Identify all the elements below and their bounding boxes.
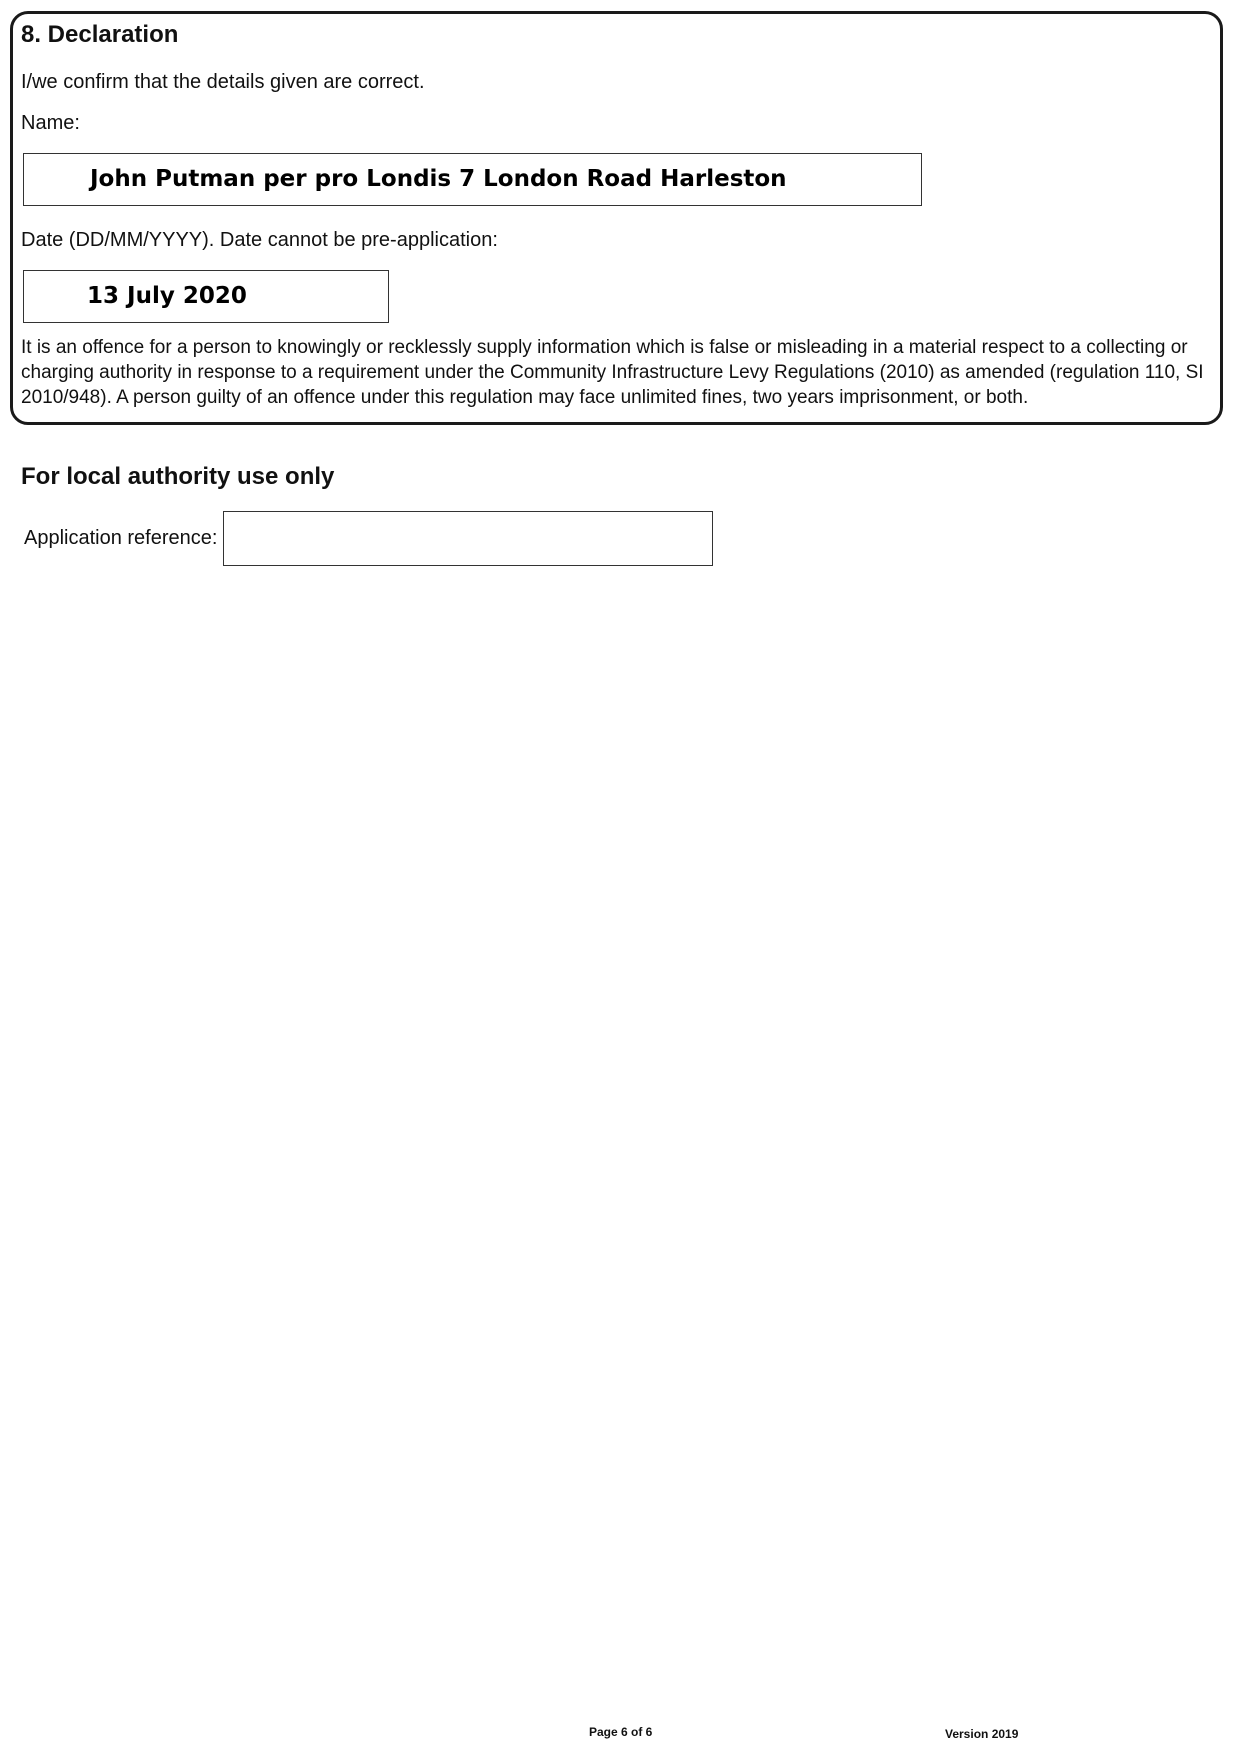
name-label: Name: bbox=[21, 112, 80, 134]
declaration-confirm-text: I/we confirm that the details given are correct. bbox=[21, 71, 425, 93]
offence-warning-text: It is an offence for a person to knowingly or recklessly supply information which is false or misleading in a material respect to a collecting or charging authority in response to a requirement under the Community Infrastructure Levy Regulations (2010) as amended (regulation 110, SI 2010/948). A person guilty of an offence under this regulation may face unlimited fines, two years imprisonment, or both. bbox=[21, 337, 1204, 408]
application-reference-label: Application reference: bbox=[24, 527, 218, 549]
name-value: John Putman per pro Londis 7 London Road Harleston bbox=[90, 166, 787, 192]
application-reference-input[interactable] bbox=[223, 511, 713, 566]
page-number: Page 6 of 6 bbox=[589, 1725, 653, 1739]
date-label: Date (DD/MM/YYYY). Date cannot be pre-application: bbox=[21, 229, 498, 251]
date-field[interactable] bbox=[23, 270, 389, 323]
date-value: 13 July 2020 bbox=[87, 283, 247, 309]
version-label: Version 2019 bbox=[945, 1727, 1019, 1741]
declaration-title: 8. Declaration bbox=[21, 21, 179, 48]
name-field[interactable] bbox=[23, 153, 922, 206]
local-authority-title: For local authority use only bbox=[21, 463, 335, 490]
